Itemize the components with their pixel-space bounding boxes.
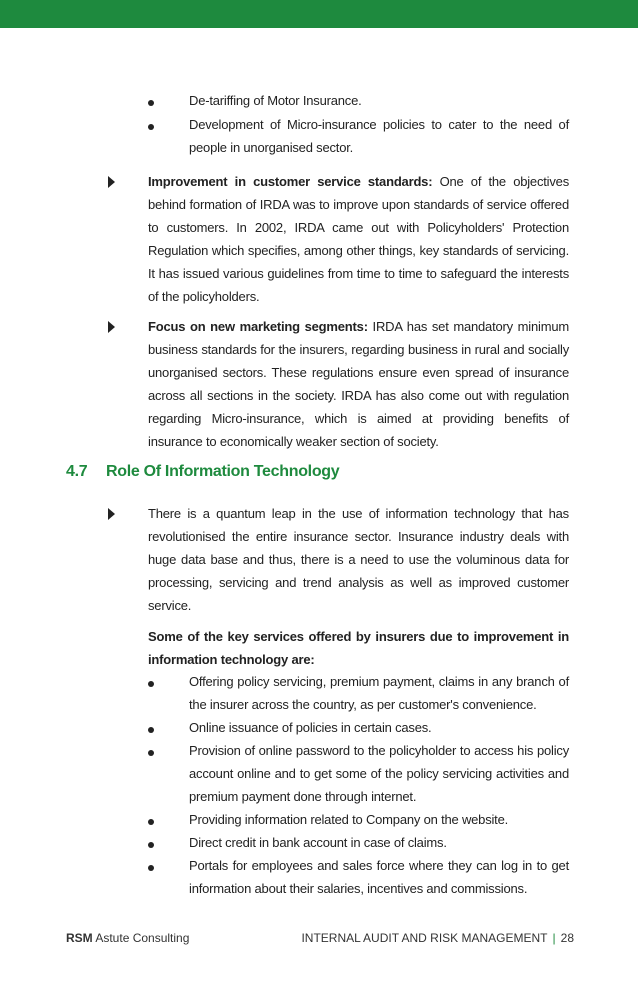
section-title: Role Of Information Technology bbox=[106, 463, 340, 480]
list-item: Development of Micro-insurance policies to cater to the need of people in unorganised sector. bbox=[189, 117, 569, 155]
list-item: Online issuance of policies in certain cases. bbox=[189, 720, 432, 735]
triangle-bullet-icon bbox=[108, 321, 115, 333]
triangle-bullet-icon bbox=[108, 508, 115, 520]
list-item: Portals for employees and sales force where they can log in to get information about their salaries, incentives and commissions. bbox=[189, 858, 569, 896]
bullet-dot-icon bbox=[148, 681, 154, 687]
footer-right bbox=[301, 931, 574, 945]
point-title: Improvement in customer service standards: bbox=[148, 174, 433, 189]
top-green-bar bbox=[0, 0, 638, 28]
bullet-dot-icon bbox=[148, 865, 154, 871]
page-number: 28 bbox=[560, 931, 574, 945]
bullet-dot-icon bbox=[148, 750, 154, 756]
paragraph-customer-service bbox=[148, 170, 569, 308]
bullet-dot-icon bbox=[148, 842, 154, 848]
list-item: Offering policy servicing, premium payment, claims in any branch of the insurer across the country, as per customer's convenience. bbox=[189, 674, 569, 712]
point-title: Focus on new marketing segments: bbox=[148, 319, 368, 334]
list-item: Direct credit in bank account in case of claims. bbox=[189, 835, 447, 850]
footer-brand bbox=[66, 931, 189, 945]
company-name: Astute Consulting bbox=[95, 931, 190, 945]
bullet-dot-icon bbox=[148, 100, 154, 106]
bullet-dot-icon bbox=[148, 124, 154, 130]
brand-logo: RSM bbox=[66, 931, 93, 945]
bullet-dot-icon bbox=[148, 819, 154, 825]
document-title: INTERNAL AUDIT AND RISK MANAGEMENT bbox=[301, 931, 548, 945]
point-text: IRDA has set mandatory minimum business standards for the insurers, regarding business in rural and socially unorganised sectors. These regulations ensure even spread of insurance across all sections in the society. IRDA has also come out with regulation regarding Micro-insurance, which is aimed at providing benefits of insurance to economically weaker section of society. bbox=[148, 319, 569, 449]
list-item: De-tariffing of Motor Insurance. bbox=[189, 93, 362, 108]
list-item: Provision of online password to the policyholder to access his policy account online and to get some of the policy servicing activities and premium payment done through internet. bbox=[189, 743, 569, 804]
point-text: One of the objectives behind formation of IRDA was to improve upon standards of service offered to customers. In 2002, IRDA came out with Policyholders' Protection Regulation which specifies, among other things, key standards of servicing. It has issued various guidelines from time to time to safeguard the interests of the policyholders. bbox=[148, 174, 569, 304]
paragraph-marketing-segments bbox=[148, 315, 569, 453]
paragraph-it: There is a quantum leap in the use of information technology that has revolutionised the entire insurance sector. Insurance industry deals with huge data base and thus, there is a need to use the voluminous data for processing, servicing and trend analysis as well as improved customer service. bbox=[148, 506, 569, 613]
section-number: 4.7 bbox=[66, 463, 88, 480]
key-services-heading: Some of the key services offered by insurers due to improvement in information technology are: bbox=[148, 629, 569, 667]
list-item: Providing information related to Company on the website. bbox=[189, 812, 509, 827]
bullet-dot-icon bbox=[148, 727, 154, 733]
footer-separator: | bbox=[552, 931, 556, 945]
triangle-bullet-icon bbox=[108, 176, 115, 188]
